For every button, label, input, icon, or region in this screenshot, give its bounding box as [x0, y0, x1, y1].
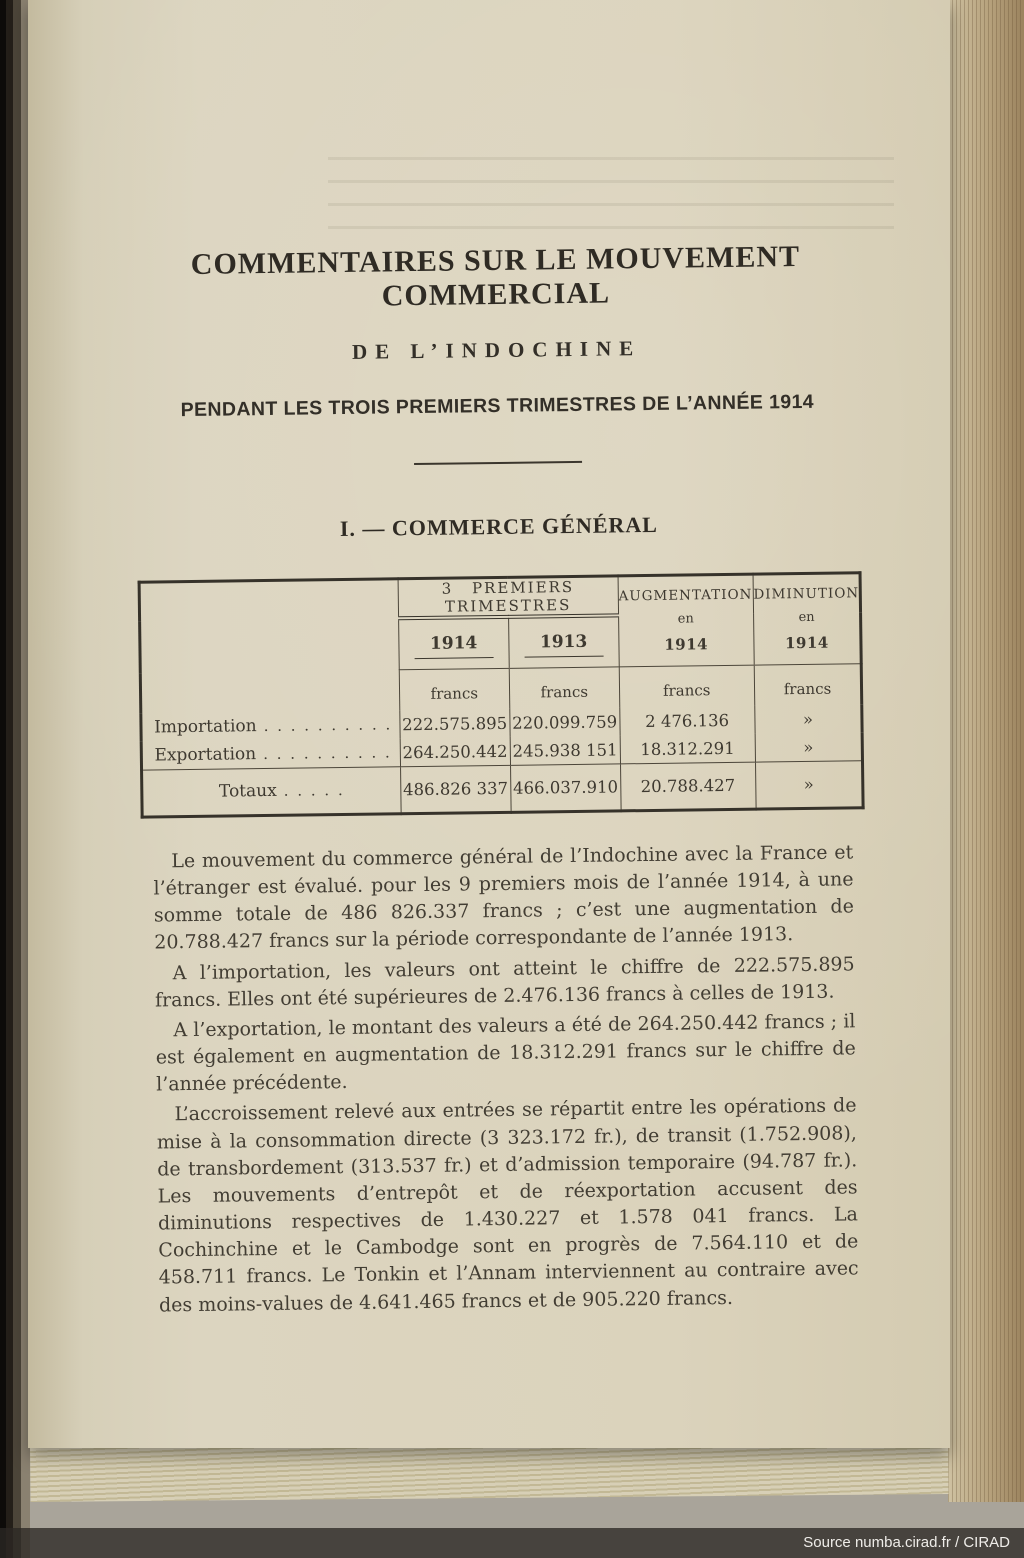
paragraph: L’accroissement relevé aux entrées se répartit entre les opérations de mise à la consommation directe (3 323.172 fr.), de transit (1.752.908), de transbordement (313.537 fr.) et d’admission temporaire (94.787 fr.). Les mouvements d’entrepôt et de réexportation accusent des diminutions respectives de 1.430.227 et 1.578 041 francs. La Cochinchine et le Cambodge sont en progrès de 7.564.110 et de 458.711 francs. Le Tonkin et l’Annam interviennent au contraire avec des moins-values de 4.641.465 francs et de 905.220 francs. — [156, 1094, 859, 1316]
body-text — [153, 839, 859, 1319]
paragraph: A l’exportation, le montant des valeurs a été de 264.250.442 francs ; il est également en augmentation de 18.312.291 francs sur le chiffre de l’année précédente. — [155, 1010, 856, 1096]
value-augmentation: 18.312.291 — [620, 734, 755, 764]
col-header-1913: 1913 — [508, 615, 619, 668]
page-title-line2: DE L’INDOCHINE — [351, 336, 642, 364]
table-corner-cell — [139, 579, 399, 673]
paragraph: Le mouvement du commerce général de l’Indochine avec la France et l’étranger est évalué. pour les 9 premiers mois de l’année 1914, à une somme totale de 486 826.337 francs ; c’est une augmentation de 20.788.427 francs sur la période correspondante de l’année 1913. — [153, 841, 855, 954]
total-1913: 466.037.910 — [510, 764, 621, 812]
units-empty-cell — [140, 670, 400, 714]
total-diminution: » — [755, 761, 863, 809]
value-augmentation: 2 476.136 — [619, 706, 754, 736]
dot-leader: . . . . . . . . . . — [263, 715, 393, 736]
value-1913: 220.099.759 — [509, 707, 619, 736]
total-augmentation: 20.788.427 — [620, 762, 756, 811]
title-divider-rule — [414, 461, 582, 465]
dot-leader: . . . . . . . . . . — [263, 743, 392, 764]
book-page — [28, 0, 950, 1448]
commerce-general-table — [137, 571, 865, 818]
source-attribution-bar: Source numba.cirad.fr / CIRAD — [0, 1528, 1024, 1558]
total-1914: 486.826 337 — [400, 765, 511, 813]
value-1914: 222.575.895 — [400, 709, 510, 738]
unit-label: francs — [509, 667, 620, 709]
page-stack-edge-right — [948, 0, 1024, 1502]
unit-label: francs — [754, 664, 862, 706]
book-spine — [0, 0, 30, 1558]
value-1914: 264.250.442 — [400, 737, 510, 767]
table-group-header-row — [139, 573, 861, 622]
col-group-header-trimestres: 3 PREMIERS TRIMESTRES — [398, 576, 618, 618]
row-label-totaux: Totaux . . . . . — [141, 767, 401, 817]
col-header-augmentation: AUGMENTATION en 1914 — [618, 574, 754, 667]
value-diminution: » — [754, 704, 862, 733]
value-1913: 245.938 151 — [510, 735, 620, 765]
row-label: Exportation . . . . . . . . . . — [154, 743, 392, 766]
page-subtitle: PENDANT LES TROIS PREMIERS TRIMESTRES DE L’ANNÉE 1914 — [180, 390, 815, 422]
paragraph: A l’importation, les valeurs ont atteint le chiffre de 222.575.895 francs. Elles ont été supérieures de 2.476.136 francs à celles de 1913. — [154, 952, 855, 1012]
page-content — [92, 0, 909, 1323]
page-title-line1: COMMENTAIRES SUR LE MOUVEMENT COMMERCIAL — [190, 239, 801, 313]
unit-label: francs — [619, 665, 754, 707]
col-header-diminution: DIMINUTION en 1914 — [753, 573, 862, 665]
dot-leader: . . . . . — [283, 780, 345, 800]
col-header-1914: 1914 — [398, 617, 509, 670]
value-diminution: » — [755, 732, 863, 762]
row-label: Importation . . . . . . . . . . — [154, 715, 393, 738]
unit-label: francs — [399, 668, 510, 710]
table-row-totaux — [141, 761, 863, 817]
section-heading: I. — COMMERCE GÉNÉRAL — [339, 511, 659, 542]
